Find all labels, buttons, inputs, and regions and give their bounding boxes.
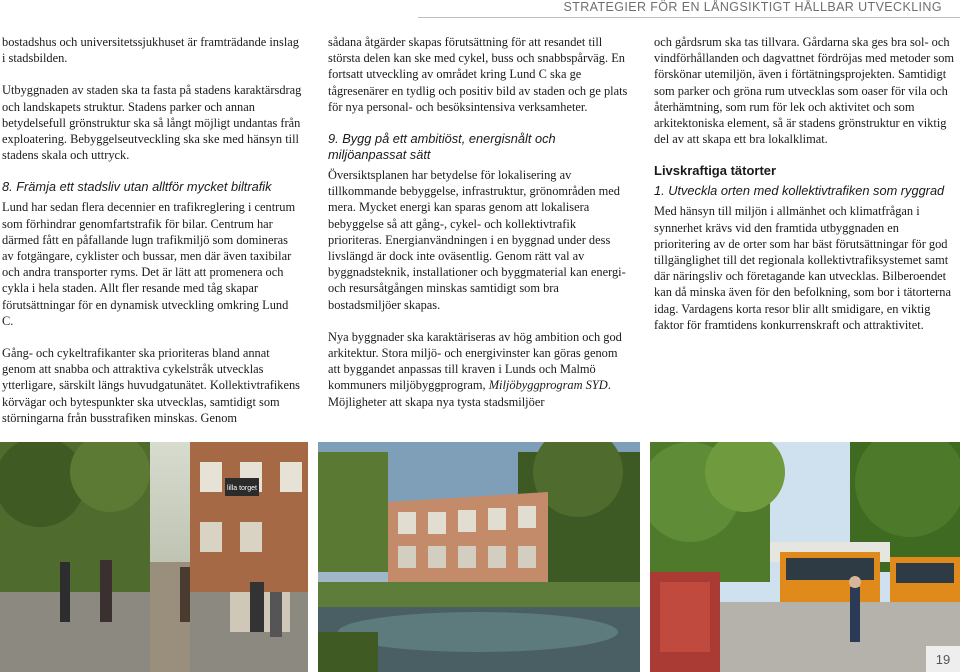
paragraph: Gång- och cykeltrafikanter ska prioriteras bland annat genom att snabba och attraktiva cykelstråk utvecklas ytterligare, särskilt längs huvudgatunätet. Kollektivtrafikens körvägar och bytespunkter ska utvecklas, samtidigt som störningarna från busstrafiken minskas. Genom — [2, 346, 300, 425]
bus-station-image — [650, 442, 960, 672]
paragraph: Översiktsplanen har betydelse för lokalisering av tillkommande bebyggelse, infrastruktur, grönområden med mera. Mycket energi kan sparas genom att lokalisera bebyggelse så att gång-, cykel- och kollektivtrafik prioriteras. Energianvändningen i en byggnad under dess livslängd är dock inte oväsentlig. Genom rätt val av byggnadsteknik, installationer och byggmaterial kan energi- och resursåtgången minskas samtidigt som bra bostadsmiljöer skapas. — [328, 168, 626, 312]
building-pond-image — [318, 442, 640, 672]
program-name: Miljöbyggprogram SYD — [488, 378, 608, 393]
text-column-3 — [654, 34, 956, 349]
text-run: . Möjligheter att skapa nya tysta stadsmiljöer — [328, 378, 611, 409]
photo-street-cafe — [0, 442, 308, 672]
header-rule — [418, 17, 960, 18]
paragraph: Med hänsyn till miljön i allmänhet och klimatfrågan i synnerhet krävs vid den framtida utbyggnaden en prioritering av de orter som har bäst förutsättningar för god tillgänglighet till det regionala kollektivtrafiksystemet samt där näringsliv och företagande kan utvecklas. Bilberoendet kan då minska även för den befolkning, som bor i tätorterna idag. Vardagens korta resor blir allt smidigare, en viktig faktor för framtidens konkurrenskraft och attraktivitet. — [654, 204, 951, 332]
paragraph: Utbyggnaden av staden ska ta fasta på stadens karaktärsdrag och landskapets struktur. Stadens parker och annan betydelsefull grönstruktur ska så långt möjligt undantas från exploatering. Bebyggelseutveckling ska ske med hänsyn till stadens skala och uttryck. — [2, 83, 302, 163]
paragraph — [328, 329, 630, 410]
paragraph: bostadshus och universitetssjukhuset är framträdande inslag i stadsbilden. — [2, 35, 299, 66]
heading-8: 8. Främja ett stadsliv utan alltför mycket biltrafik — [2, 179, 272, 195]
running-head: STRATEGIER FÖR EN LÅNGSIKTIGT HÅLLBAR UTVECKLING — [563, 0, 942, 14]
paragraph: sådana åtgärder skapas förutsättning för att resandet till största delen kan ske med cykel, buss och snabbspårväg. En fortsatt utveckling av området kring Lund C ska ge tågresenärer en tydlig och positiv bild av staden och ge plats för nya personal- och besöksintensiva verksamheter. — [328, 35, 628, 114]
section-heading: Livskraftiga tätorter — [654, 163, 777, 179]
page-number: 19 — [926, 646, 960, 672]
text-column-2 — [328, 34, 630, 426]
heading-9: 9. Bygg på ett ambitiöst, energisnålt och miljöanpassat sätt — [328, 131, 556, 163]
photo-building-pond — [318, 442, 640, 672]
paragraph: Lund har sedan flera decennier en trafikreglering i centrum som förhindrar genomfartstrafik för bilar. Centrum har därmed fått en påfallande lugn trafikmiljö som domineras av fotgängare, cyklister och bussar, men där även taxibilar och andra transporter ryms. Det är lätt att promenera och cykla i hela staden. Allt fler resande med tåg skapar förutsättningar för en dynamisk utveckling omkring Lund C. — [2, 200, 296, 328]
shop-sign: lilla torget — [227, 485, 257, 492]
text-run: Nya byggnader ska karaktäriseras av hög ambition och god arkitektur. Stora miljö- och energivinster kan göras genom att byggandet anpassas till kraven i Lunds och Malmö kommuners miljöbyggprogram, — [328, 329, 622, 393]
photo-bus-station — [650, 442, 960, 672]
paragraph: och gårdsrum ska tas tillvara. Gårdarna ska ges bra sol- och vindförhållanden och dagvattnet fördröjas med metoder som förskönar utemiljön, även i förtätningsprojekten. Samtidigt som parker och gröna rum utvecklas som oaser för vila och återhämtning, som rum för lek och aktivitet och som arkitektoniska element, så är stadens grönstruktur en viktig del av att skapa ett bra lokalklimat. — [654, 35, 955, 147]
text-column-1 — [2, 34, 302, 442]
heading-1: 1. Utveckla orten med kollektivtrafiken som ryggrad — [654, 183, 945, 199]
street-cafe-image — [0, 442, 308, 672]
